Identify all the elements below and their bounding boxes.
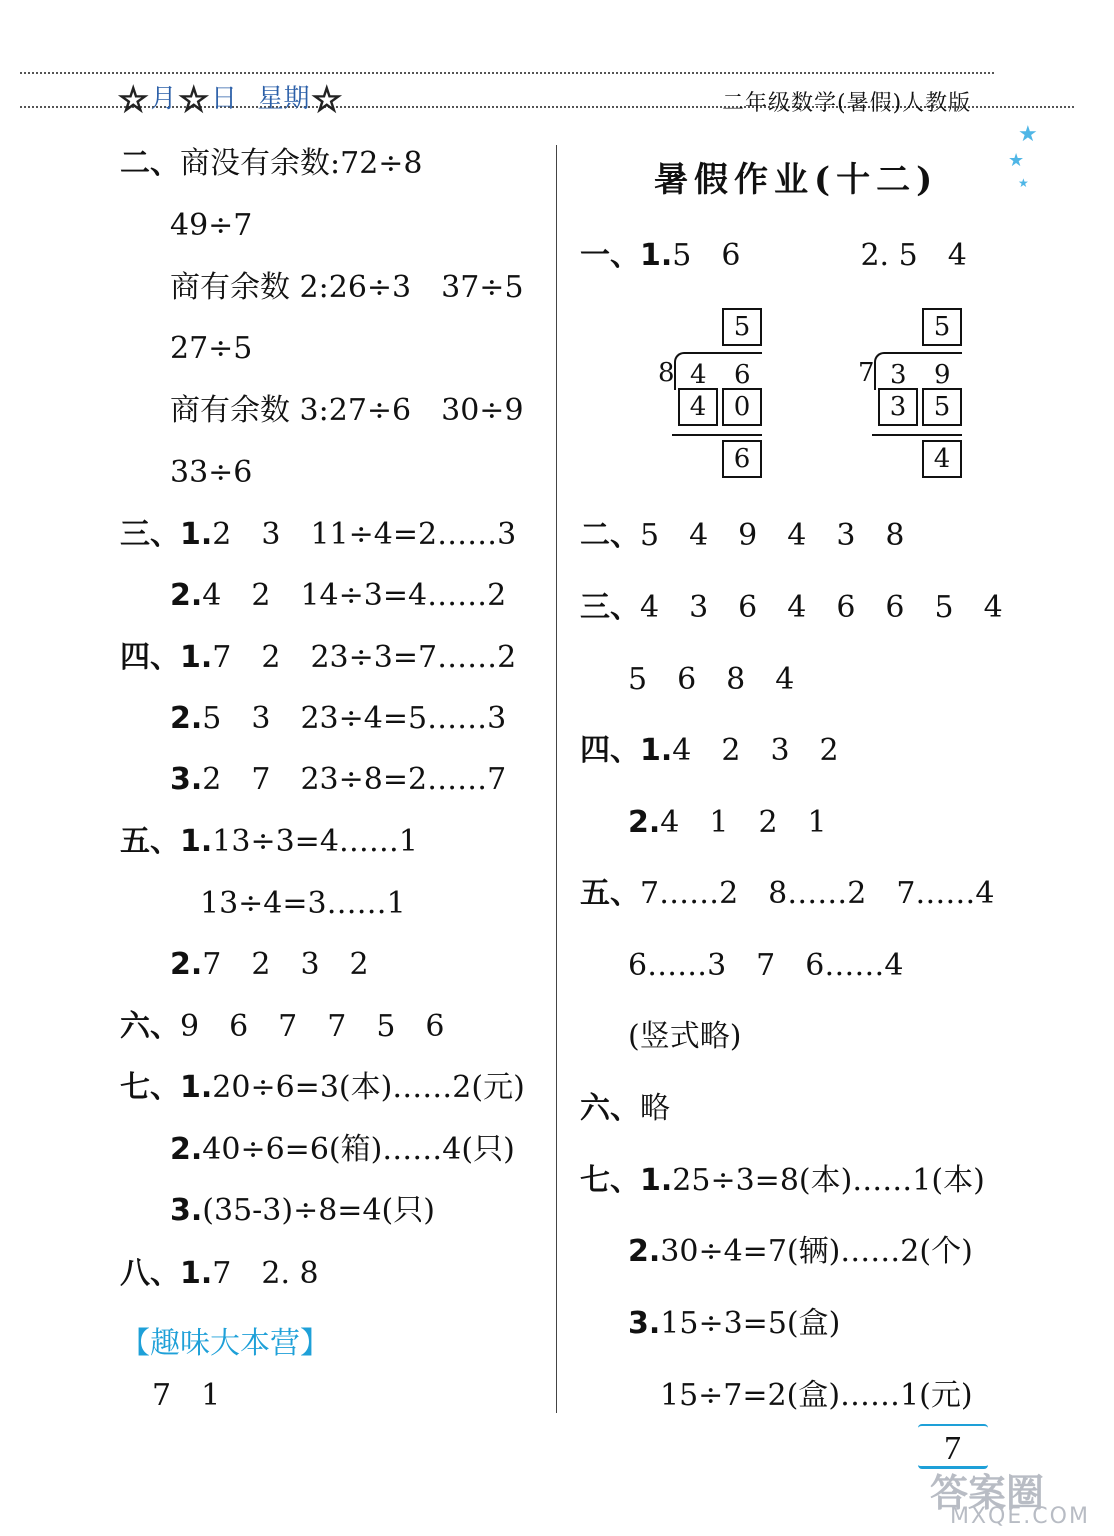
answer-line [120, 1256, 319, 1292]
answer-line [170, 947, 369, 983]
watermark-top: 答案圈 [930, 1471, 1045, 1515]
answer-line [580, 876, 995, 912]
date-header [118, 78, 342, 120]
answer-text: 5 6 8 4 [628, 662, 795, 697]
answer-line [628, 662, 794, 698]
answer-line [120, 1070, 525, 1106]
answer-text: 49÷7 [170, 208, 253, 243]
quotient-box: 5 [922, 308, 962, 346]
dividend-digit: 6 [734, 360, 751, 390]
day-label: 日 [210, 84, 237, 114]
blue-star-icon: ★ [1018, 176, 1029, 190]
answer-line [170, 393, 524, 429]
answer-text: 33÷6 [170, 455, 253, 490]
question-number: 2. [170, 947, 203, 982]
dividend-digit: 4 [690, 360, 707, 390]
product-box: 4 [678, 388, 718, 426]
question-number: 三、1. [120, 517, 213, 552]
answer-line [170, 331, 252, 367]
answer-text: 5 4 9 4 3 8 [640, 518, 905, 553]
fun-section-answer: 7 1 [152, 1378, 221, 1413]
answer-text: 4 2 14÷3=4……2 [202, 578, 507, 613]
answer-line [628, 1234, 973, 1270]
answer-text: 2 7 23÷8=2……7 [202, 762, 507, 797]
dividend-digit: 9 [934, 360, 951, 390]
answer-line [170, 701, 506, 737]
answer-text: 略 [640, 1091, 670, 1126]
month-label: 月 [150, 84, 177, 114]
quotient-box: 5 [722, 308, 762, 346]
answer-text: 6……3 7 6……4 [628, 948, 904, 983]
remainder-box: 4 [922, 440, 962, 478]
answer-text: 5 6 2. 5 4 [672, 238, 967, 273]
divisor: 7 [858, 358, 875, 388]
answer-text: 商没有余数:72÷8 [180, 146, 423, 181]
answer-text: 商有余数 2:26÷3 37÷5 [170, 270, 524, 305]
product-box: 5 [922, 388, 962, 426]
divisor: 8 [658, 358, 675, 388]
question-number: 二、 [120, 146, 180, 181]
answer-line [120, 824, 418, 860]
answer-line [200, 886, 406, 922]
question-number: 3. [628, 1306, 661, 1341]
question-number: 五、1. [120, 824, 213, 859]
question-number: 五、 [580, 876, 640, 911]
answer-text: 9 6 7 7 5 6 [180, 1009, 445, 1044]
question-number: 一、1. [580, 238, 673, 273]
answer-line [628, 1019, 741, 1055]
question-number: 六、 [120, 1009, 180, 1044]
answer-line [580, 518, 905, 554]
answer-line [170, 455, 252, 491]
question-number: 二、 [580, 518, 640, 553]
column-divider [556, 145, 557, 1413]
question-number: 2. [170, 578, 203, 613]
question-number: 七、1. [120, 1070, 213, 1105]
answer-text: 25÷3=8(本)……1(本) [672, 1163, 985, 1198]
answer-line [660, 1378, 973, 1414]
answer-text: 15÷7=2(盒)……1(元) [660, 1378, 973, 1413]
question-number: 六、 [580, 1091, 640, 1126]
header-dotted-line [20, 72, 994, 74]
question-number: 七、1. [580, 1163, 673, 1198]
answer-text: 4 3 6 4 6 6 5 4 [640, 590, 1003, 625]
page-number: 7 [944, 1430, 961, 1467]
answer-line [120, 1009, 445, 1045]
answer-text: 7 2. 8 [212, 1256, 319, 1291]
answer-text: 15÷3=5(盒) [660, 1306, 841, 1341]
answer-line [580, 238, 967, 274]
question-number: 四、1. [580, 733, 673, 768]
answer-text: 40÷6=6(箱)……4(只) [202, 1132, 515, 1167]
question-number: 2. [628, 805, 661, 840]
question-number: 2. [170, 701, 203, 736]
answer-text: 27÷5 [170, 331, 253, 366]
book-title: 二年级数学(暑假)人教版 [722, 91, 972, 116]
answer-line [580, 733, 839, 769]
answer-line [628, 948, 903, 984]
answer-text: 7 2 23÷3=7……2 [212, 640, 517, 675]
answer-line [580, 1163, 985, 1199]
product-box: 0 [722, 388, 762, 426]
dividend-digit: 3 [890, 360, 907, 390]
blue-star-icon: ★ [1008, 150, 1025, 171]
star-icon: ☆ [311, 80, 343, 120]
subtraction-line [872, 434, 962, 436]
answer-text: 4 1 2 1 [660, 805, 827, 840]
answer-text: 20÷6=3(本)……2(元) [212, 1070, 525, 1105]
fun-section-tag: 【趣味大本营】 [120, 1326, 330, 1361]
answer-text: (竖式略) [628, 1019, 742, 1054]
answer-line [120, 146, 423, 182]
answer-text: 30÷4=7(辆)……2(个) [660, 1234, 973, 1269]
answer-line [628, 1306, 840, 1342]
star-icon: ☆ [178, 80, 209, 120]
answer-text: 商有余数 3:27÷6 30÷9 [170, 393, 524, 428]
answer-line [170, 1132, 515, 1168]
answer-text: 2 3 11÷4=2……3 [212, 517, 517, 552]
answer-text: 5 3 23÷4=5……3 [202, 701, 507, 736]
question-number: 四、1. [120, 640, 213, 675]
answer-text: 13÷4=3……1 [200, 886, 406, 921]
question-number: 八、1. [120, 1256, 213, 1291]
answer-line [580, 1091, 670, 1127]
answer-line [170, 578, 506, 614]
question-number: 三、 [580, 590, 640, 625]
answer-line [120, 640, 516, 676]
question-number: 2. [170, 1132, 203, 1167]
watermark-bottom: MXQE.COM [950, 1504, 1090, 1529]
answer-text: 7……2 8……2 7……4 [640, 876, 995, 911]
answer-text: 4 2 3 2 [672, 733, 839, 768]
section-title: 暑假作业(十二) [654, 160, 939, 200]
subtraction-line [672, 434, 762, 436]
answer-line [170, 270, 524, 306]
blue-star-icon: ★ [1018, 122, 1038, 147]
answer-line [628, 805, 827, 841]
answer-text: (35-3)÷8=4(只) [202, 1193, 435, 1228]
question-number: 3. [170, 762, 203, 797]
answer-line [170, 762, 506, 798]
weekday-label: 星期 [257, 84, 310, 114]
question-number: 2. [628, 1234, 661, 1269]
remainder-box: 6 [722, 440, 762, 478]
answer-line [170, 208, 252, 244]
star-icon: ☆ [118, 80, 149, 120]
answer-line [120, 517, 516, 553]
question-number: 3. [170, 1193, 203, 1228]
answer-text: 13÷3=4……1 [212, 824, 418, 859]
product-box: 3 [878, 388, 918, 426]
answer-line [170, 1193, 435, 1229]
answer-line [580, 590, 1003, 626]
answer-text: 7 2 3 2 [202, 947, 369, 982]
